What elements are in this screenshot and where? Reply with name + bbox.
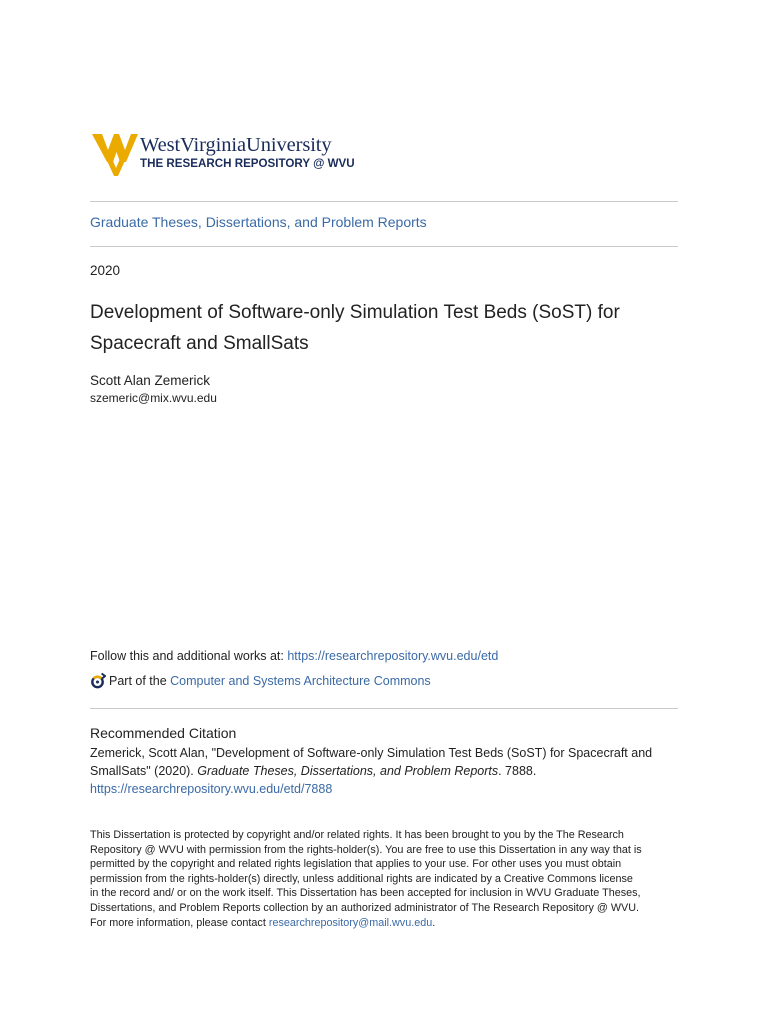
notice-line: Dissertations, and Problem Reports collection by an authorized administrator of The Research Repository @ WVU. — [90, 901, 640, 914]
contact-email-link[interactable]: researchrepository@mail.wvu.edu — [268, 916, 433, 929]
notice-line: permission from the rights-holder(s) directly, unless additional rights are indicated by a Creative Commons license — [90, 872, 633, 885]
citation-line-2: SmallSats" (2020). Graduate Theses, Dissertations, and Problem Reports. 7888. — [90, 764, 537, 778]
part-of-line — [90, 672, 431, 692]
divider-top — [90, 201, 678, 202]
publication-year: 2020 — [90, 263, 121, 278]
notice-line: in the record and/ or on the work itself. This Dissertation has been accepted for inclusion in WVU Graduate Theses, — [90, 887, 641, 900]
notice-line: This Dissertation is protected by copyright and/or related rights. It has been brought to you by the The Research — [90, 829, 624, 841]
flying-wv-icon — [92, 132, 138, 178]
follow-link[interactable]: https://researchrepository.wvu.edu/etd — [287, 649, 499, 663]
divider-citation — [90, 708, 678, 709]
commons-link[interactable]: Computer and Systems Architecture Commons — [170, 674, 431, 688]
author-email: szemeric@mix.wvu.edu — [90, 391, 217, 405]
citation-block — [90, 744, 690, 798]
repository-name: THE RESEARCH REPOSITORY @ WVU — [140, 157, 355, 170]
title-line-2: Spacecraft and SmallSats — [90, 333, 309, 354]
notice-line: Repository @ WVU with permission from the rights-holder(s). You are free to use this Dissertation in any way that is — [90, 843, 642, 856]
divider-collection — [90, 246, 678, 247]
citation-url[interactable]: https://researchrepository.wvu.edu/etd/7888 — [90, 782, 333, 796]
wvu-logo[interactable] — [92, 132, 372, 182]
part-of-text: Part of the — [109, 674, 171, 688]
copyright-notice — [90, 828, 690, 930]
title-line-1: Development of Software-only Simulation Test Beds (SoST) for — [90, 302, 620, 323]
citation-heading: Recommended Citation — [90, 725, 237, 741]
collection-link[interactable]: Graduate Theses, Dissertations, and Problem Reports — [90, 214, 427, 230]
citation-line-1: Zemerick, Scott Alan, "Development of Software-only Simulation Test Beds (SoST) for Spacecraft and — [90, 746, 653, 760]
notice-contact-line: For more information, please contact researchrepository@mail.wvu.edu. — [90, 916, 436, 929]
page-title — [90, 297, 690, 359]
notice-line: permitted by the copyright and related rights legislation that applies to your use. For other uses you must obtain — [90, 858, 622, 871]
author-name: Scott Alan Zemerick — [90, 373, 211, 388]
follow-text: Follow this and additional works at: — [90, 649, 288, 663]
follow-line — [90, 649, 498, 663]
open-access-icon — [90, 672, 106, 689]
citation-series: Graduate Theses, Dissertations, and Problem Reports — [197, 764, 499, 778]
university-name: WestVirginiaUniversity — [140, 134, 332, 156]
